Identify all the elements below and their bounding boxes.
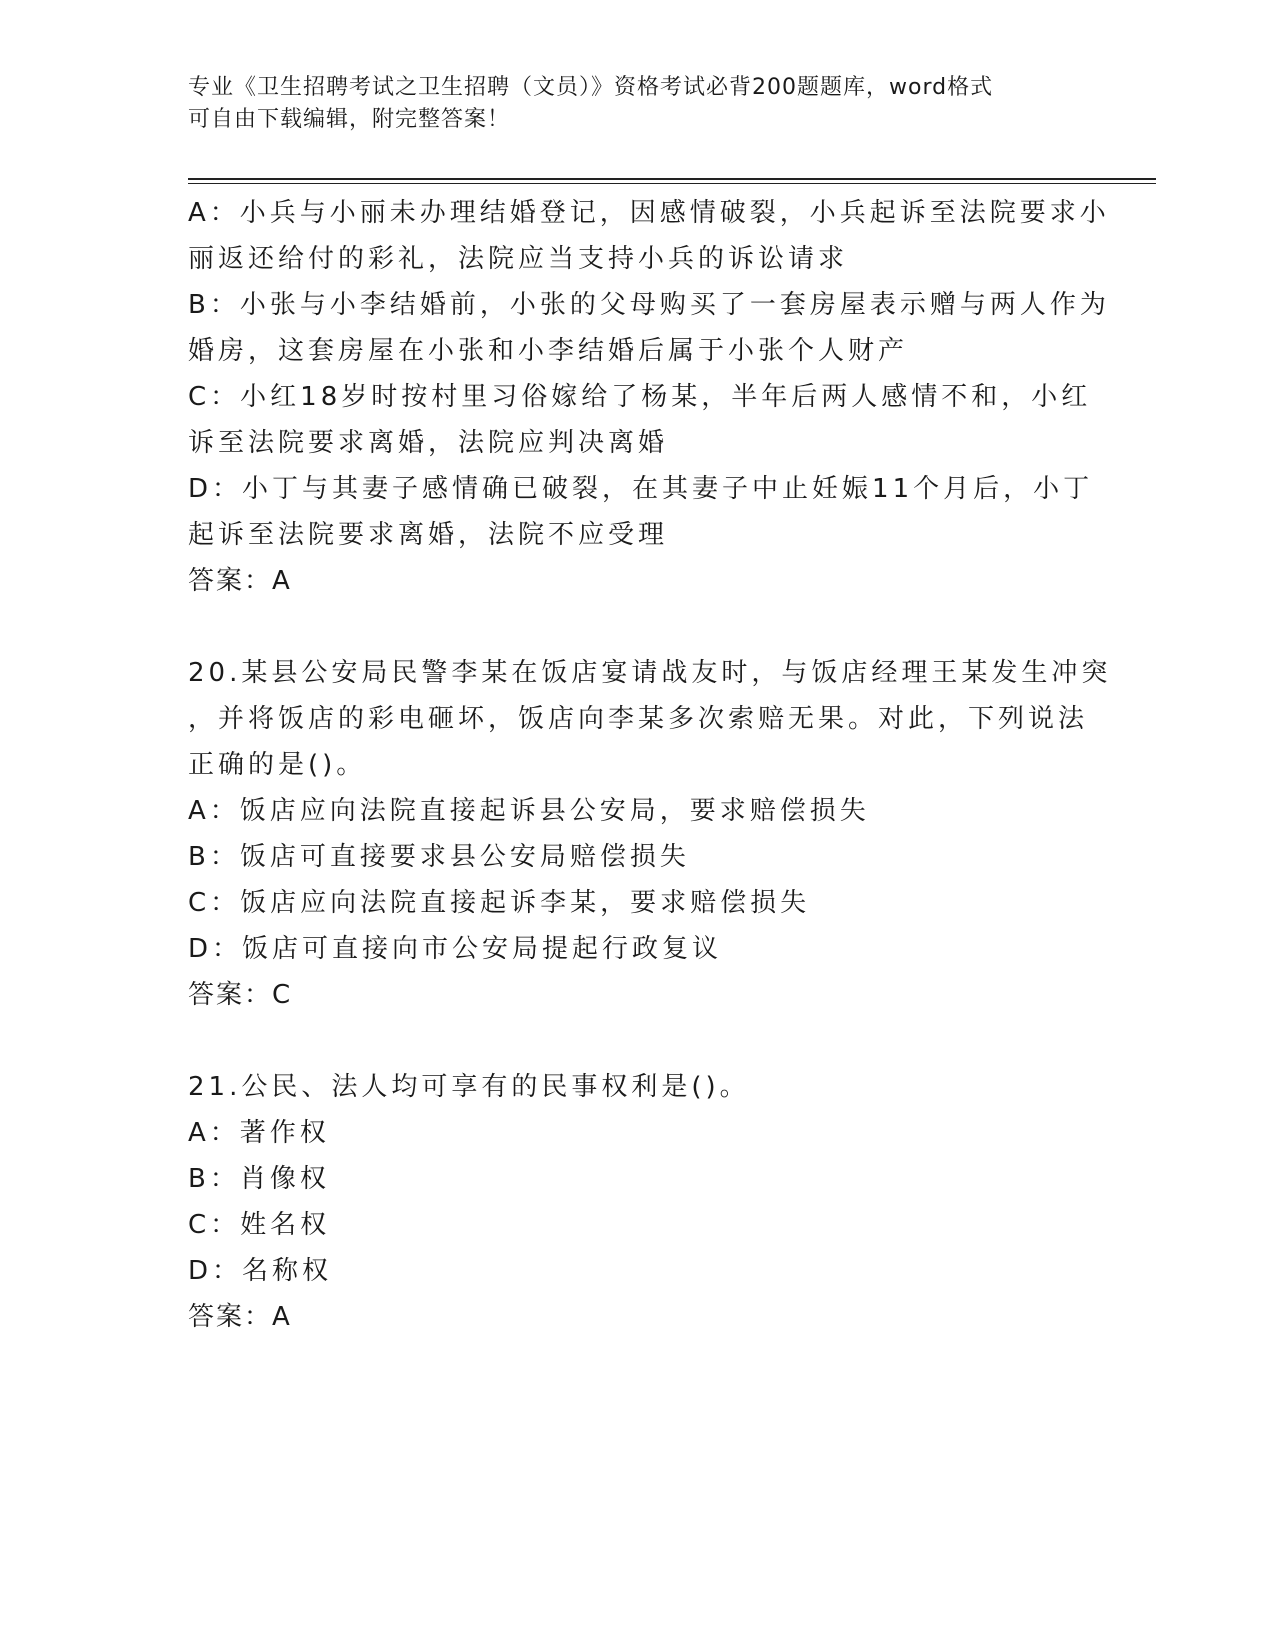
q19-option-c-line-1: C：小红18岁时按村里习俗嫁给了杨某，半年后两人感情不和，小红 <box>188 382 1092 412</box>
q20-option-a: A：饭店应向法院直接起诉县公安局，要求赔偿损失 <box>188 796 870 826</box>
q20-option-b: B：饭店可直接要求县公安局赔偿损失 <box>188 842 690 872</box>
q21-option-b: B：肖像权 <box>188 1164 330 1194</box>
question-20 <box>188 650 1112 1018</box>
document-body <box>188 190 1112 1340</box>
q19-option-a-line-2: 丽返还给付的彩礼，法院应当支持小兵的诉讼请求 <box>188 244 849 274</box>
q20-stem-line-3: 正确的是()。 <box>188 750 367 780</box>
header-title-line-2: 可自由下载编辑，附完整答案！ <box>188 107 511 132</box>
header-rule-thick <box>188 178 1156 180</box>
q20-stem-line-2: ，并将饭店的彩电砸坏，饭店向李某多次索赔无果。对此，下列说法 <box>188 704 1089 734</box>
q21-option-d: D：名称权 <box>188 1256 333 1286</box>
spacer <box>188 604 1068 650</box>
q20-option-d: D：饭店可直接向市公安局提起行政复议 <box>188 934 723 964</box>
header-title-line-1: 专业《卫生招聘考试之卫生招聘（文员）》资格考试必背200题题库，word格式 <box>188 75 994 100</box>
q20-stem-line-1: 20.某县公安局民警李某在饭店宴请战友时，与饭店经理王某发生冲突 <box>188 658 1112 688</box>
header-rule-thin <box>188 183 1156 184</box>
q19-option-c-line-2: 诉至法院要求离婚，法院应判决离婚 <box>188 428 669 458</box>
question-19-options <box>188 190 1110 604</box>
q19-option-d-line-2: 起诉至法院要求离婚，法院不应受理 <box>188 520 669 550</box>
q21-answer: 答案：A <box>188 1302 292 1332</box>
spacer <box>188 1018 1068 1064</box>
q19-option-b-line-1: B：小张与小李结婚前，小张的父母购买了一套房屋表示赠与两人作为 <box>188 290 1110 320</box>
q21-option-a: A：著作权 <box>188 1118 330 1148</box>
q20-answer: 答案：C <box>188 980 293 1010</box>
question-21 <box>188 1064 1068 1340</box>
q20-option-c: C：饭店应向法院直接起诉李某，要求赔偿损失 <box>188 888 811 918</box>
q19-answer: 答案：A <box>188 566 292 596</box>
q21-stem: 21.公民、法人均可享有的民事权利是()。 <box>188 1072 750 1102</box>
q19-option-a-line-1: A：小兵与小丽未办理结婚登记，因感情破裂，小兵起诉至法院要求小 <box>188 198 1110 228</box>
q19-option-b-line-2: 婚房，这套房屋在小张和小李结婚后属于小张个人财产 <box>188 336 909 366</box>
q19-option-d-line-1: D：小丁与其妻子感情确已破裂，在其妻子中止妊娠11个月后，小丁 <box>188 474 1094 504</box>
q21-option-c: C：姓名权 <box>188 1210 331 1240</box>
document-header <box>188 72 1068 136</box>
